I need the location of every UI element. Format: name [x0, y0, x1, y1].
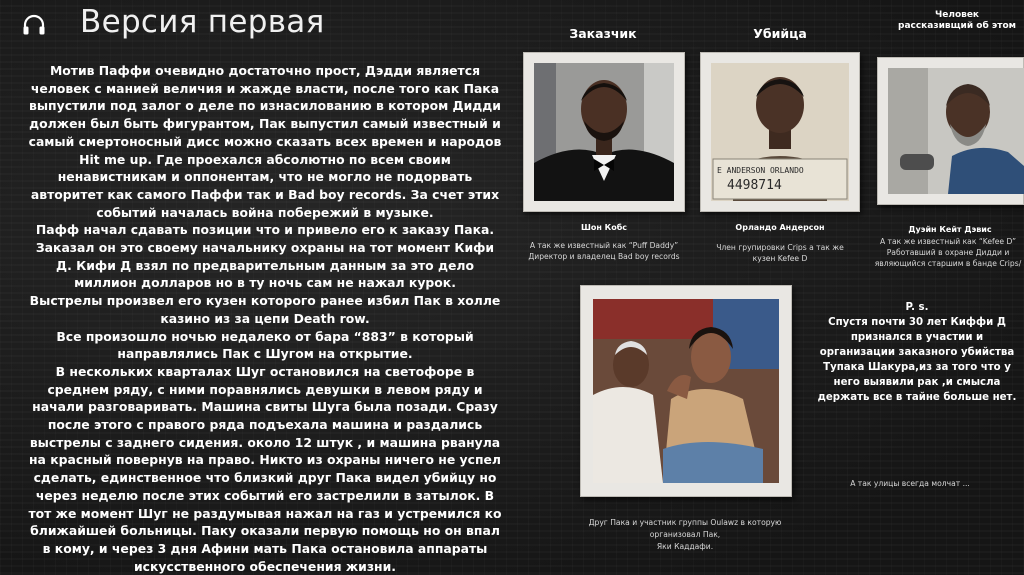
caption-line: Директор и владелец Bad boy records	[528, 252, 680, 261]
story-paragraph: Мотив Паффи очевидно достаточно прост, Дэдди является человек с манией величия и жажде власти, после того как Пака выпустили под залог о деле по изнасилованию в котором Дидди должен был быть фигурантом, Пак выпустил самый известный и самый смертоносный дисс можно сказать всех времен и народов Hit me up. Где проехался абсолютно по всем своим ненавистникам и оппонентам, что не могло не подорвать авторитет как самого Паффи так и Bad boy records. За счет этих событий началась война побережий в музыке.	[28, 63, 502, 220]
headphones-icon	[22, 14, 46, 36]
caption-desc-anderson	[700, 242, 860, 264]
caption-line: Яки Каддафи.	[656, 542, 714, 551]
caption-line: кузен Kefee D	[752, 254, 808, 263]
caption-name-davis: Дуэйн Кейт Дэвис	[908, 225, 992, 234]
caption-line: являющийся старшим в банде Crips/	[874, 259, 1022, 268]
photo-frame-anderson	[700, 52, 860, 212]
caption-line: Работавший в охране Дидди и	[886, 248, 1010, 257]
story-paragraph: Все произошло ночью недалеко от бара “883” в который направлялись Пак с Шугом на открытие.	[56, 328, 474, 362]
anderson-mugshot	[711, 63, 849, 201]
photo-frame-davis	[877, 57, 1024, 205]
slide-title: Версия первая	[80, 4, 325, 40]
story-paragraph: В нескольких кварталах Шуг остановился на светофоре в среднем ряду, с ними поравнялись девушки в левом ряду и начали разговаривать. Машина свиты Шуга была позади. Сразу после этого с правого ряда подъехала машина и раздались выстрелы с заднего сидения. около 12 штук , и машина рванула на красный повернув на право. Никто из охраны ничего не успел сделать, единственное что близкий друг Пака видел убийцу но через неделю после этих событий его застрелили в затылок. В тот же момент Шуг не раздумывая нажал на газ и устремился ко ближайшей больницы. Паку оказали первую помощь но он впал в кому, и через 3 дня Афини мать Пака остановила аппараты искусственного обеспечения жизни.	[28, 363, 502, 574]
ps-block	[812, 300, 1022, 405]
caption-desc-davis	[872, 236, 1024, 269]
column-header-killer: Убийца	[753, 26, 807, 41]
caption-line: Друг Пака и участник группы Oulawz в которую	[588, 518, 782, 527]
group-photo	[593, 299, 779, 483]
caption-name-anderson: Орландо Андерсон	[735, 223, 825, 232]
caption-line: Член групировки Crips а так же	[716, 243, 844, 252]
mugshot-sign-number: 4498714	[727, 178, 782, 193]
caption-line: А так же известный как “Puff Daddy”	[529, 241, 679, 250]
ps-text: Спустя почти 30 лет Киффи Д признался в участии и организации заказного убийства Тупака Шакура,из за того что у него выявили рак ,и смысла держать все в тайне больше нет.	[817, 317, 1017, 403]
story-paragraph: Пафф начал сдавать позиции что и привело его к заказу Пака. Заказал он это своему начальнику охраны на тот момент Кифи Д. Кифи Д взял по предварительным данным за это дело миллион долларов но в ту ночь сам не нажал курок.	[35, 222, 495, 291]
group-photo-caption	[570, 517, 800, 553]
ps-heading: P. s.	[905, 302, 929, 313]
photo-frame-combs	[523, 52, 685, 212]
caption-desc-combs	[518, 240, 690, 262]
street-note: А так улицы всегда молчат ...	[850, 479, 970, 488]
photo-frame-group	[580, 285, 792, 497]
caption-name-combs: Шон Кобс	[580, 223, 628, 232]
column-header-customer: Заказчик	[569, 26, 637, 41]
combs-photo	[534, 63, 674, 201]
story-text	[26, 62, 504, 575]
column-header-narrator: Человек рассказивщий об этом	[898, 10, 1016, 31]
caption-line: А так же известный как “Kefee D”	[879, 237, 1017, 246]
mugshot-sign-name: E ANDERSON ORLANDO	[717, 166, 804, 175]
davis-photo	[888, 68, 1024, 194]
story-paragraph: Выстрелы произвел его кузен которого ранее избил Пак в холле казино из за цепи Death row.	[29, 293, 501, 326]
caption-line: организовал Пак,	[649, 530, 721, 539]
